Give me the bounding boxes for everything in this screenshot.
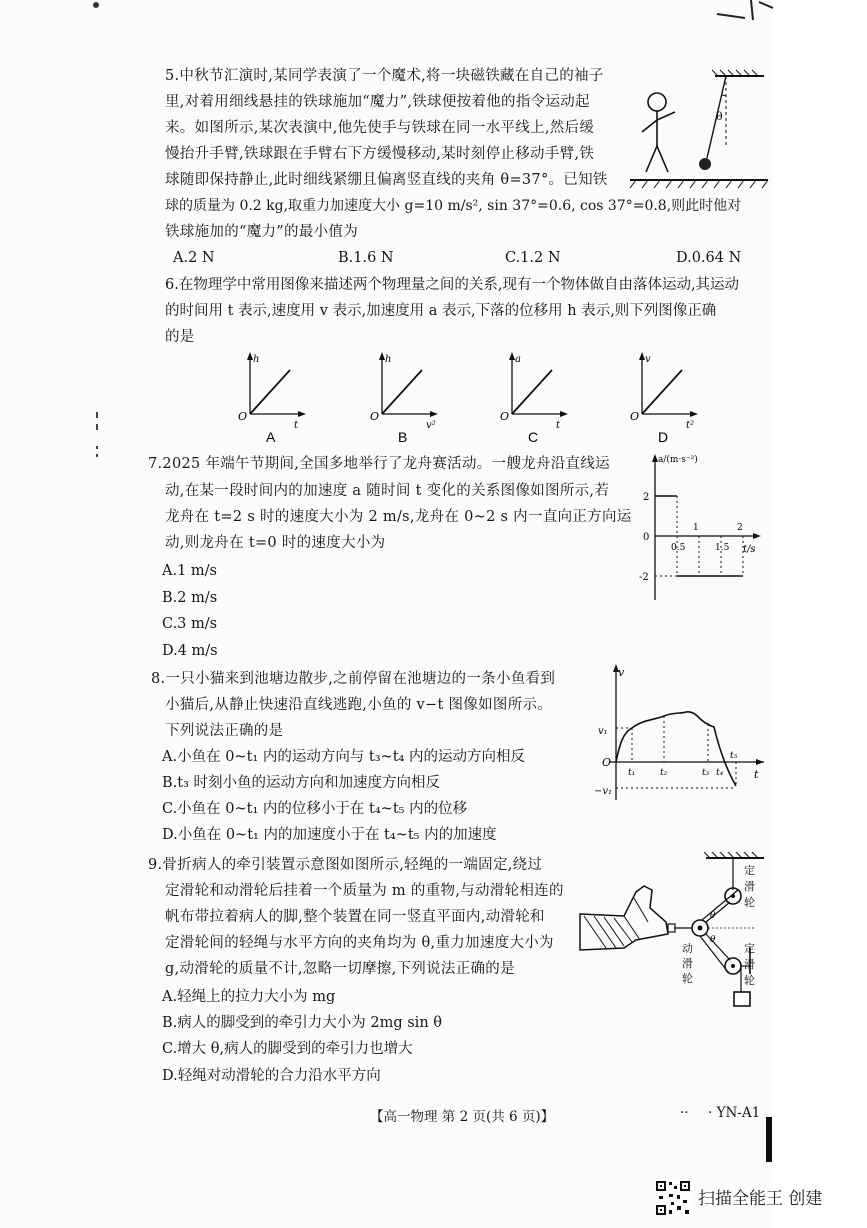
q7-y-label: a/(m·s⁻²) bbox=[658, 455, 698, 465]
q6-graph-origin: O bbox=[630, 410, 640, 423]
q6-graph-y-label: a bbox=[515, 354, 521, 365]
q8-line-1: 8.一只小猫来到池塘边散步,之前停留在池塘边的一条小鱼看到 bbox=[151, 671, 556, 687]
q6-graph-y-label: h bbox=[253, 354, 260, 365]
q9-label-fixed-top-2: 滑 bbox=[744, 880, 755, 893]
page-footer: 【高一物理 第 2 页(共 6 页)】 bbox=[370, 1109, 555, 1125]
q5-line-7: 铁球施加的“魔力”的最小值为 bbox=[165, 224, 359, 240]
q9-label-moving-2: 滑 bbox=[682, 957, 693, 970]
q7-option-a[interactable]: A.1 m/s bbox=[162, 563, 217, 579]
q9-angle-label-top: θ bbox=[710, 911, 716, 921]
q7-tick-x-3: 2 bbox=[737, 523, 743, 533]
q7-acceleration-chart bbox=[625, 450, 765, 605]
q9-line-3: 帆布带拉着病人的脚,整个装置在同一竖直平面内,动滑轮和 bbox=[165, 909, 545, 925]
q5-angle-label: θ bbox=[716, 110, 723, 123]
page-margin bbox=[772, 0, 867, 1228]
q6-graph-line bbox=[512, 370, 552, 414]
q7-line-4: 动,则龙舟在 t=0 时的速度大小为 bbox=[165, 535, 386, 551]
q5-line-5: 球随即保持静止,此时细线紧绷且偏离竖直线的夹角 θ=37°。已知铁 bbox=[165, 172, 608, 188]
q9-label-fixed-bottom-3: 轮 bbox=[744, 974, 755, 987]
q8-option-a[interactable]: A.小鱼在 0~t₁ 内的运动方向与 t₃~t₄ 内的运动方向相反 bbox=[162, 749, 525, 765]
q8-tick-t5: t₅ bbox=[730, 751, 738, 761]
q6-graph-x-label: t bbox=[294, 420, 299, 431]
q6-graph-origin: O bbox=[238, 410, 248, 423]
q6-graph-b bbox=[362, 352, 442, 447]
q7-line-2: 动,在某一段时间内的加速度 a 随时间 t 变化的关系图像如图所示,若 bbox=[165, 483, 610, 499]
q7-line-3: 龙舟在 t=2 s 时的速度大小为 2 m/s,龙舟在 0~2 s 内一直向正方向运 bbox=[165, 509, 632, 525]
q9-label-fixed-top-1: 定 bbox=[744, 864, 755, 877]
q8-tick-v1: v₁ bbox=[598, 726, 608, 737]
q7-tick-x-1: 1 bbox=[693, 523, 699, 533]
q8-option-d[interactable]: D.小鱼在 0~t₁ 内的加速度小于在 t₄~t₅ 内的加速度 bbox=[162, 827, 497, 843]
q6-graph-origin: O bbox=[370, 410, 380, 423]
q5-line-6: 球的质量为 0.2 kg,取重力加速度大小 g=10 m/s², sin 37°=0.6, cos 37°=0.8,则此时他对 bbox=[165, 198, 742, 214]
q9-line-1: 9.骨折病人的牵引装置示意图如图所示,轻绳的一端固定,绕过 bbox=[148, 857, 543, 873]
q9-option-c[interactable]: C.增大 θ,病人的脚受到的牵引力也增大 bbox=[162, 1041, 413, 1057]
q7-option-c[interactable]: C.3 m/s bbox=[162, 616, 218, 632]
patient-foot bbox=[580, 886, 668, 950]
q8-tick-t1: t₁ bbox=[628, 768, 636, 778]
q6-graph-line bbox=[250, 370, 290, 414]
paper-code: · YN-A1 bbox=[708, 1105, 761, 1121]
fold-dots bbox=[95, 412, 99, 462]
q9-label-fixed-bottom-1: 定 bbox=[744, 942, 755, 955]
q7-option-b[interactable]: B.2 m/s bbox=[162, 590, 218, 606]
q8-tick-neg-v1: −v₁ bbox=[594, 786, 613, 797]
scan-dot bbox=[93, 2, 99, 8]
q6-graph-x-label: t bbox=[556, 420, 561, 431]
q5-line-3: 来。如图所示,某次表演中,他先使手与铁球在同一水平线上,然后缓 bbox=[165, 120, 595, 136]
q9-label-moving-3: 轮 bbox=[682, 972, 693, 985]
q8-option-c[interactable]: C.小鱼在 0~t₁ 内的位移小于在 t₄~t₅ 内的位移 bbox=[162, 801, 468, 817]
q7-tick-x-2: 1.5 bbox=[715, 543, 730, 553]
q8-tick-t4: t₄ bbox=[716, 768, 724, 778]
q6-graph-d bbox=[622, 352, 702, 447]
q6-option-label[interactable]: A bbox=[266, 429, 276, 445]
q6-graph-line bbox=[642, 370, 682, 414]
q5-line-4: 慢抬升手臂,铁球跟在手臂右下方缓慢移动,某时刻停止移动手臂,铁 bbox=[165, 146, 595, 162]
q7-x-label: t/s bbox=[743, 544, 756, 555]
q9-option-a[interactable]: A.轻绳上的拉力大小为 mg bbox=[162, 989, 336, 1005]
q8-line-2: 小猫后,从静止快速沿直线逃跑,小鱼的 v−t 图像如图所示。 bbox=[165, 697, 553, 713]
q9-line-2: 定滑轮和动滑轮后挂着一个质量为 m 的重物,与动滑轮相连的 bbox=[165, 883, 564, 899]
q9-line-4: 定滑轮间的轻绳与水平方向的夹角均为 θ,重力加速度大小为 bbox=[165, 935, 554, 951]
qr-code-icon bbox=[655, 1180, 691, 1216]
q5-option-b[interactable]: B.1.6 N bbox=[338, 250, 394, 266]
q8-tick-t3: t₃ bbox=[702, 768, 710, 778]
q5-line-1: 5.中秋节汇演时,某同学表演了一个魔术,将一块磁铁藏在自己的袖子 bbox=[165, 68, 604, 84]
q9-option-b[interactable]: B.病人的脚受到的牵引力大小为 2mg sin θ bbox=[162, 1015, 442, 1031]
q8-x-label: t bbox=[754, 768, 759, 781]
q8-vt-chart bbox=[596, 662, 766, 802]
q9-line-5: g,动滑轮的质量不计,忽略一切摩擦,下列说法正确的是 bbox=[165, 961, 515, 977]
q6-graph-c bbox=[492, 352, 572, 447]
q6-line-3: 的是 bbox=[165, 329, 195, 345]
q7-line-1: 7.2025 年端午节期间,全国多地举行了龙舟赛活动。一艘龙舟沿直线运 bbox=[148, 456, 610, 472]
q5-option-a[interactable]: A.2 N bbox=[173, 250, 215, 266]
q6-line-1: 6.在物理学中常用图像来描述两个物理量之间的关系,现有一个物体做自由落体运动,其运动 bbox=[165, 277, 740, 293]
page-edge-bar bbox=[766, 1117, 772, 1162]
q6-option-label[interactable]: C bbox=[528, 429, 539, 445]
q6-graph-x-label: v² bbox=[426, 420, 436, 431]
q5-option-d[interactable]: D.0.64 N bbox=[676, 250, 742, 266]
q8-option-b[interactable]: B.t₃ 时刻小鱼的运动方向和加速度方向相反 bbox=[162, 775, 441, 791]
q6-option-label[interactable]: D bbox=[658, 429, 669, 445]
q7-tick-y-2: 2 bbox=[643, 492, 650, 503]
q6-graph-line bbox=[382, 370, 422, 414]
q6-graph-origin: O bbox=[500, 410, 510, 423]
q6-option-label[interactable]: B bbox=[398, 429, 408, 445]
q9-label-fixed-top-3: 轮 bbox=[744, 896, 755, 909]
q9-angle-label-bottom: θ bbox=[710, 935, 716, 945]
q6-line-2: 的时间用 t 表示,速度用 v 表示,加速度用 a 表示,下落的位移用 h 表示,则下列图像正确 bbox=[165, 303, 717, 319]
q8-origin: O bbox=[602, 756, 612, 769]
q6-graph-y-label: h bbox=[385, 354, 392, 365]
q7-tick-y-neg2: -2 bbox=[639, 572, 649, 583]
q8-y-label: v bbox=[618, 666, 625, 679]
scan-mark bbox=[715, 0, 775, 22]
q7-tick-y-0: 0 bbox=[643, 532, 650, 543]
q8-line-3: 下列说法正确的是 bbox=[165, 723, 284, 739]
q9-label-moving-1: 动 bbox=[682, 942, 693, 955]
hanging-weight bbox=[734, 992, 750, 1006]
scanner-watermark: 扫描全能王 创建 bbox=[698, 1189, 823, 1209]
q7-tick-x-0: 0.5 bbox=[671, 543, 686, 553]
q5-option-c[interactable]: C.1.2 N bbox=[505, 250, 561, 266]
q6-graph-a bbox=[230, 352, 310, 447]
q5-line-2: 里,对着用细线悬挂的铁球施加“魔力”,铁球便按着他的指令运动起 bbox=[165, 94, 590, 110]
q7-option-d[interactable]: D.4 m/s bbox=[162, 643, 218, 659]
q9-traction-figure bbox=[578, 852, 768, 1022]
q6-graph-y-label: v bbox=[645, 354, 651, 365]
footer-dash: ·· bbox=[680, 1105, 689, 1121]
q8-tick-t2: t₂ bbox=[660, 768, 668, 778]
q6-graph-x-label: t² bbox=[686, 420, 695, 431]
q9-option-d[interactable]: D.轻绳对动滑轮的合力沿水平方向 bbox=[162, 1068, 381, 1084]
q9-label-fixed-bottom-2: 滑 bbox=[744, 958, 755, 971]
q5-magic-figure bbox=[630, 68, 770, 193]
